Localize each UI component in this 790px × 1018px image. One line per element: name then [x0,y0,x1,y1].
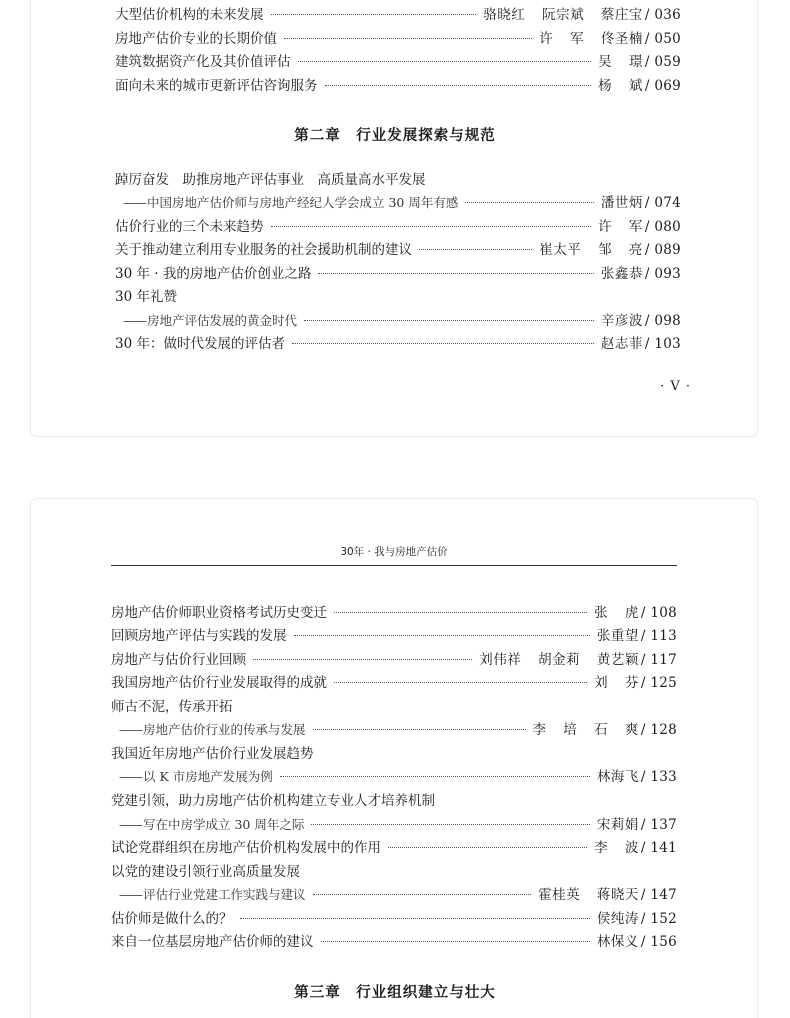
entry-page: / 152 [640,911,677,927]
dot-leader [311,824,590,825]
dot-leader [334,682,587,683]
toc-entry [111,909,677,929]
entry-subtitle [123,193,458,213]
entry-author: 许 军 佟圣楠 [539,31,643,47]
entry-page: / 103 [644,336,681,352]
dot-leader [325,85,592,86]
chapter-heading: 第三章 行业组织建立与壮大 [294,985,496,1001]
toc-entry-main [115,170,681,190]
entry-title: 以党的建设引领行业高质量发展 [111,864,300,880]
dot-leader [292,343,594,344]
entry-author: 刘伟祥 胡金莉 黄艺颖 [479,652,639,668]
toc-entry-main [111,744,677,764]
entry-author: 宋莉娟 [596,817,639,833]
entry-title: 30 年 · 我的房地产估价创业之路 [115,266,312,282]
dot-leader [294,635,590,636]
entry-author: 张重望 [596,628,639,644]
entry-title: 党建引领，助力房地产估价机构建立专业人才培养机制 [111,793,435,809]
entry-page: / 098 [644,313,681,329]
entry-page: / 036 [644,7,681,23]
toc-entry [111,932,677,952]
entry-title: 关于推动建立利用专业服务的社会援助机制的建议 [115,242,412,258]
subtitle-text: 中国房地产估价师与房地产经纪人学会成立 30 周年有感 [147,195,459,210]
running-head: 30年 · 我与房地产估价 [340,546,448,558]
entry-page: / 125 [640,675,677,691]
dot-leader [313,894,532,895]
subtitle-text: 评估行业党建工作实践与建议 [143,887,306,902]
dot-leader [271,14,477,15]
entry-title: 大型估价机构的未来发展 [115,7,264,23]
entry-title: 我国近年房地产估价行业发展趋势 [111,746,314,762]
entry-subtitle [119,815,304,835]
dash: —— [123,195,146,210]
toc-entry [115,76,681,96]
entry-author: 张鑫恭 [600,266,643,282]
entry-author: 杨 斌 [598,78,643,94]
toc-entry [115,29,681,49]
entry-page: / 133 [640,769,677,785]
dash: —— [119,887,142,902]
toc-entry-main [115,287,681,307]
entry-page: / 080 [644,219,681,235]
toc-entry [115,264,681,284]
dash: —— [119,817,142,832]
toc-entry [115,52,681,72]
dot-leader [298,61,592,62]
entry-title: 房地产估价专业的长期价值 [115,31,277,47]
entry-author: 辛彦波 [600,313,643,329]
entry-author: 李 培 石 爽 [532,722,639,738]
dot-leader [465,202,594,203]
entry-page: / 069 [644,78,681,94]
page-folio: · V · [660,379,691,394]
subtitle-text: 写在中房学成立 30 周年之际 [143,817,305,832]
dash: —— [119,722,142,737]
toc-entry [115,240,681,260]
dot-leader [284,38,532,39]
dot-leader [240,918,590,919]
entry-page: / 137 [640,817,677,833]
dot-leader [419,249,532,250]
dot-leader [280,776,590,777]
dot-leader [318,273,594,274]
toc-entry-sub [119,767,677,787]
toc-page-v [30,0,758,437]
subtitle-text: 房地产评估发展的黄金时代 [147,313,298,328]
entry-page: / 108 [640,605,677,621]
entry-title: 30 年：做时代发展的评估者 [115,336,285,352]
entry-title: 来自一位基层房地产估价师的建议 [111,934,314,950]
chapter-heading: 第二章 行业发展探索与规范 [294,128,496,144]
entry-page: / 141 [640,840,677,856]
toc-page-vi [30,498,758,1018]
entry-title: 我国房地产估价行业发展取得的成就 [111,675,327,691]
dash: —— [123,313,146,328]
entry-title: 30 年礼赞 [115,289,177,305]
entry-page: / 074 [644,195,681,211]
dot-leader [253,659,472,660]
entry-author: 崔太平 邹 亮 [539,242,643,258]
entry-title: 建筑数据资产化及其价值评估 [115,54,291,70]
entry-page: / 093 [644,266,681,282]
toc-entry-main [111,697,677,717]
entry-page: / 059 [644,54,681,70]
entry-title: 面向未来的城市更新评估咨询服务 [115,78,318,94]
toc-entry [115,334,681,354]
entry-page: / 050 [644,31,681,47]
entry-author: 刘 芬 [594,675,639,691]
entry-title: 房地产估价师职业资格考试历史变迁 [111,605,327,621]
entry-page: / 156 [640,934,677,950]
entry-title: 估价行业的三个未来趋势 [115,219,264,235]
entry-page: / 113 [640,628,677,644]
entry-author: 李 波 [594,840,639,856]
entry-author: 吴 璟 [598,54,643,70]
dot-leader [313,729,526,730]
toc-entry [115,217,681,237]
entry-author: 许 军 [598,219,643,235]
entry-author: 侯纯涛 [596,911,639,927]
entry-title: 踔厉奋发 助推房地产评估事业 高质量高水平发展 [115,172,426,188]
toc-entry [111,603,677,623]
dash: —— [119,769,142,784]
entry-page: / 089 [644,242,681,258]
entry-title: 回顾房地产评估与实践的发展 [111,628,287,644]
entry-title: 师古不泥，传承开拓 [111,699,233,715]
entry-page: / 128 [640,722,677,738]
toc-entry-sub [123,193,681,213]
toc-entry [111,673,677,693]
toc-entry-sub [119,885,677,905]
dot-leader [388,847,587,848]
entry-author: 潘世炳 [600,195,643,211]
entry-author: 林海飞 [596,769,639,785]
dot-leader [321,941,590,942]
toc-entry-sub [123,311,681,331]
entry-title: 试论党群组织在房地产估价机构发展中的作用 [111,840,381,856]
entry-author: 霍桂英 蒋晓天 [538,887,639,903]
header-rule [111,565,677,566]
toc-entry-main [111,862,677,882]
toc-entry [111,626,677,646]
toc-entry [111,650,677,670]
toc-entry-main [111,791,677,811]
entry-page: / 147 [640,887,677,903]
toc-entry [115,5,681,25]
entry-subtitle [123,311,297,331]
entry-author: 林保义 [596,934,639,950]
subtitle-text: 房地产估价行业的传承与发展 [143,722,306,737]
entry-page: / 117 [640,652,677,668]
dot-leader [334,612,587,613]
dot-leader [304,320,594,321]
entry-subtitle [119,720,306,740]
entry-title: 估价师是做什么的？ [111,911,233,927]
entry-author: 骆晓红 阮宗斌 蔡庄宝 [483,7,643,23]
toc-entry-sub [119,720,677,740]
entry-author: 赵志菲 [600,336,643,352]
dot-leader [271,226,592,227]
entry-author: 张 虎 [594,605,639,621]
entry-subtitle [119,885,306,905]
subtitle-text: 以 K 市房地产发展为例 [143,769,273,784]
entry-title: 房地产与估价行业回顾 [111,652,246,668]
toc-entry [111,838,677,858]
entry-subtitle [119,767,273,787]
toc-entry-sub [119,815,677,835]
